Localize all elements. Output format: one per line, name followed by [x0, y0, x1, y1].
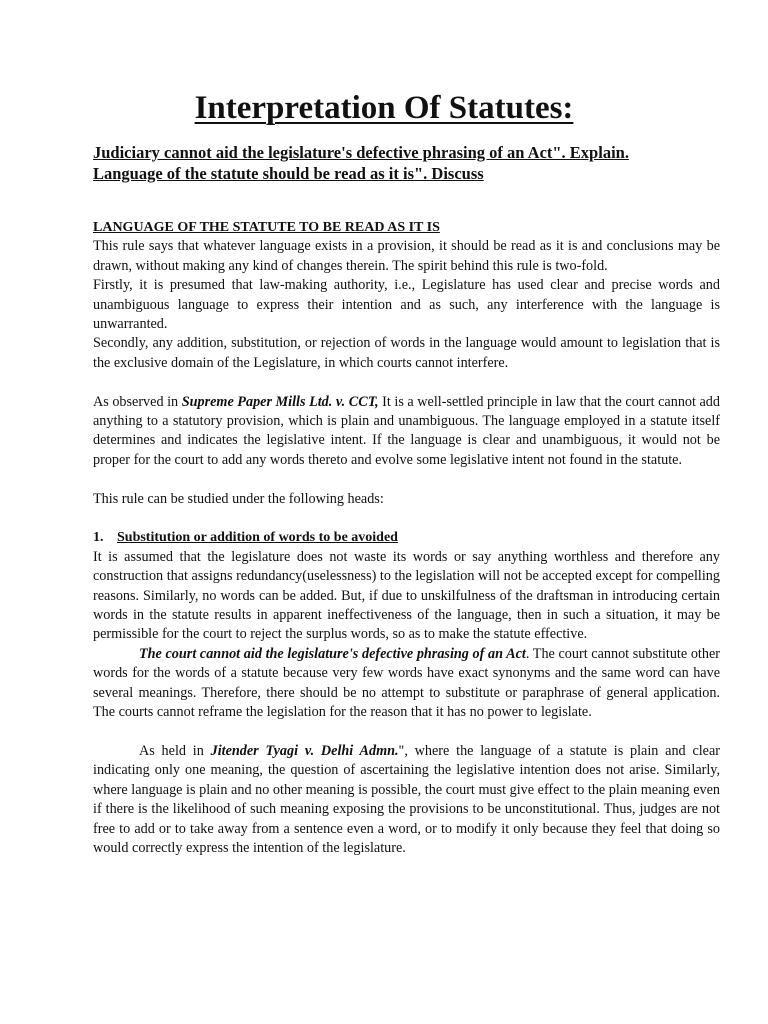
jitender-lead-text: As held in — [139, 742, 211, 759]
case-name-jitender-tyagi: Jitender Tyagi v. Delhi Admn. — [210, 742, 399, 759]
section-heading-language: LANGUAGE OF THE STATUTE TO BE READ AS IT IS — [93, 220, 440, 235]
document-body — [93, 218, 720, 858]
section-heading-text: Substitution or addition of words to be avoided — [117, 530, 398, 546]
paragraph-rule: This rule says that whatever language exists in a provision, it should be read as it is and conclusions may be drawn, without making any kind of changes therein. The spirit behind this rule is two-fold. — [93, 238, 720, 274]
jitender-body-text: ", where the language of a statute is plain and clear indicating only one meaning, the question of ascertaining the legislative intention does not arise. Similarly, where language is plain and no other meaning is possible, the court must give effect to the plain meaning even if there is the likelihood of such meaning exposing the provisions to be unconstitutional. Thus, judges are not free to add or to take away from a sentence even a word, or to modify it only because they feel that doing so would correctly express the intention of the legislature. — [93, 742, 721, 856]
paragraph-secondly: Secondly, any addition, substitution, or rejection of words in the language would amount to legislation that is the exclusive domain of the Legislature, in which courts cannot interfere. — [93, 335, 720, 371]
paragraph-supreme-paper-mills — [93, 393, 720, 471]
paragraph-redundancy: It is assumed that the legislature does not waste its words or say anything worthless and therefore any construction that assigns redundancy(uselessness) to the legislation will not be accepted except for compelling reasons. Similarly, no words can be added. But, if due to unskilfulness of the draftsman in introducing certain words in the statute results in apparent ineffectiveness of the language, then in such a situation, it may be permissible for the court to reject the surplus words, so as to make the statute effective. — [93, 548, 720, 643]
subtitle-line-2: Language of the statute should be read as it is". Discuss — [93, 164, 484, 183]
paragraph-heads: This rule can be studied under the following heads: — [93, 490, 384, 507]
defective-phrasing-body-text: . The court cannot substitute other words for the words of a statute because very few words have exact synonyms and the same word can have several meanings. Therefore, there should be no attempt to substitute or paraphrase of general application. The courts cannot reframe the legislation for the reason that it has no power to legislate. — [93, 645, 720, 721]
document-subtitle — [93, 142, 733, 184]
emphasis-defective-phrasing: The court cannot aid the legislature's defective phrasing of an Act — [139, 645, 526, 662]
section-heading-substitution — [93, 528, 720, 547]
paragraph-firstly: Firstly, it is presumed that law-making authority, i.e., Legislature has used clear and precise words and unambiguous language to express their intention and as such, any interference with the language is unwarranted. — [93, 277, 720, 333]
paragraph-defective-phrasing — [93, 645, 720, 723]
case-name-supreme-paper-mills: Supreme Paper Mills Ltd. v. CCT, — [181, 393, 379, 410]
subtitle-line-1: Judiciary cannot aid the legislature's defective phrasing of an Act". Explain. — [93, 143, 629, 162]
paragraph-jitender-tyagi — [93, 742, 720, 858]
supreme-body-text: It is a well-settled principle in law that the court cannot add anything to a statutory provision, which is plain and unambiguous. The language employed in a statute itself determines and indicates the legislative intent. If the language is clear and unambiguous, it would not be proper for the court to add any words thereto and evolve some legislative intent not found in the statute. — [93, 393, 720, 468]
document-title: Interpretation Of Statutes: — [194, 90, 574, 126]
section-number: 1. — [93, 530, 104, 546]
supreme-lead-text: As observed in — [93, 393, 182, 410]
